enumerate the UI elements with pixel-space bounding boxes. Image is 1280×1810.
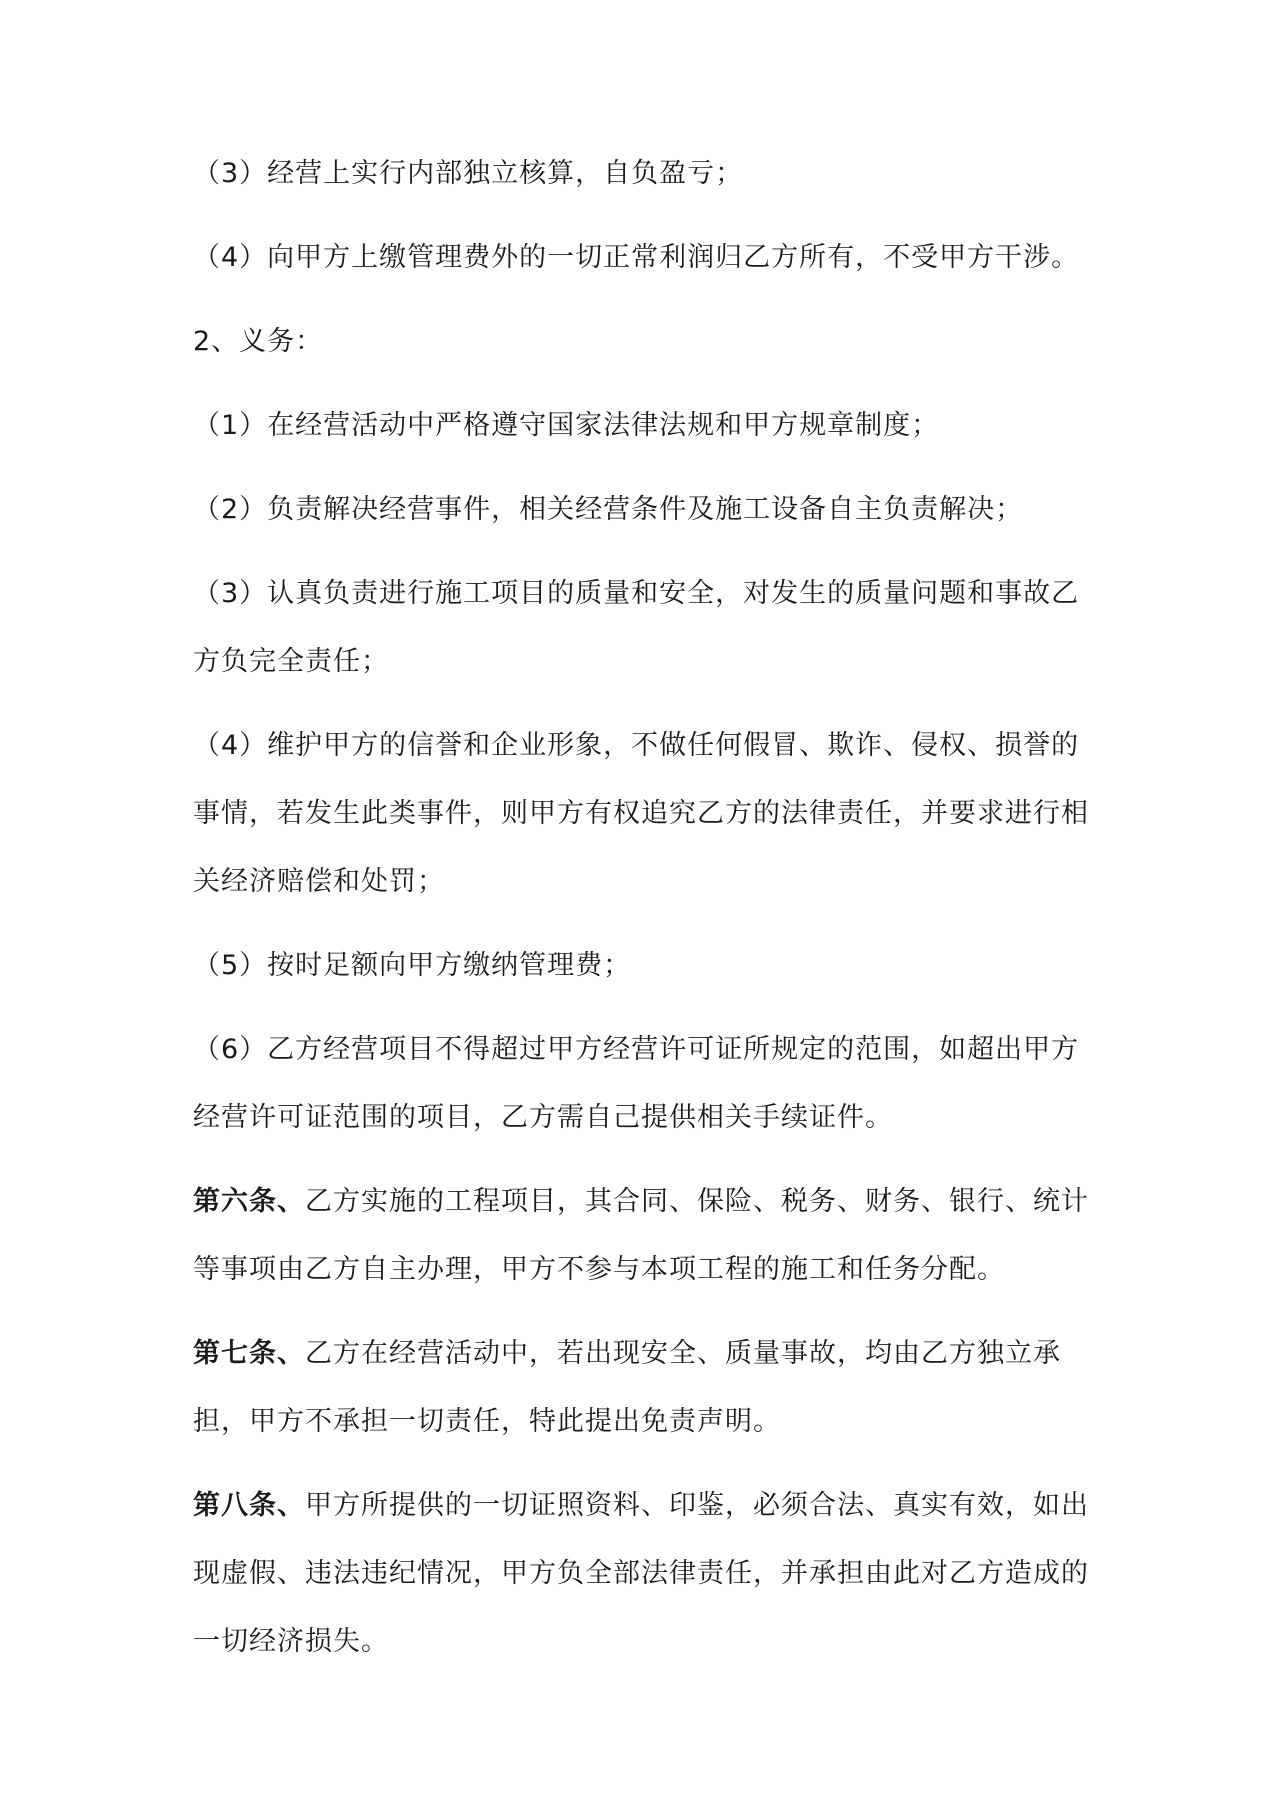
- article-8-text: 甲方所提供的一切证照资料、印鉴，必须合法、真实有效，如出现虚假、违法违纪情况，甲方负全部法律责任，并承担由此对乙方造成的一切经济损失。: [193, 1490, 1089, 1657]
- article-7: [193, 1320, 1093, 1456]
- obligations-item-1: （1）在经营活动中严格遵守国家法律法规和甲方规章制度；: [193, 410, 940, 441]
- article-7-text: 乙方在经营活动中，若出现安全、质量事故，均由乙方独立承担，甲方不承担一切责任，特此提出免责声明。: [193, 1338, 1061, 1437]
- article-6-lead: 第六条、: [193, 1186, 305, 1217]
- article-6: [193, 1168, 1093, 1304]
- rights-item-3: （3）经营上实行内部独立核算，自负盈亏；: [193, 158, 744, 189]
- obligations-heading: 2、义务：: [193, 326, 324, 357]
- article-6-text: 乙方实施的工程项目，其合同、保险、税务、财务、银行、统计等事项由乙方自主办理，甲方不参与本项工程的施工和任务分配。: [193, 1186, 1089, 1285]
- obligations-item-5: （5）按时足额向甲方缴纳管理费；: [193, 950, 632, 981]
- document-body: [193, 140, 1093, 1692]
- obligations-item-4: （4）维护甲方的信誉和企业形象，不做任何假冒、欺诈、侵权、损誉的事情，若发生此类事件，则甲方有权追究乙方的法律责任，并要求进行相关经济赔偿和处罚；: [193, 730, 1089, 897]
- obligations-item-2: （2）负责解决经营事件，相关经营条件及施工设备自主负责解决；: [193, 494, 1024, 525]
- article-7-lead: 第七条、: [193, 1338, 305, 1369]
- obligations-item-6: （6）乙方经营项目不得超过甲方经营许可证所规定的范围，如超出甲方经营许可证范围的项目，乙方需自己提供相关手续证件。: [193, 1034, 1080, 1133]
- obligations-item-3: （3）认真负责进行施工项目的质量和安全，对发生的质量问题和事故乙方负完全责任；: [193, 578, 1080, 677]
- article-8-lead: 第八条、: [193, 1490, 305, 1521]
- article-8: [193, 1472, 1093, 1676]
- rights-item-4: （4）向甲方上缴管理费外的一切正常利润归乙方所有，不受甲方干涉。: [193, 242, 1080, 273]
